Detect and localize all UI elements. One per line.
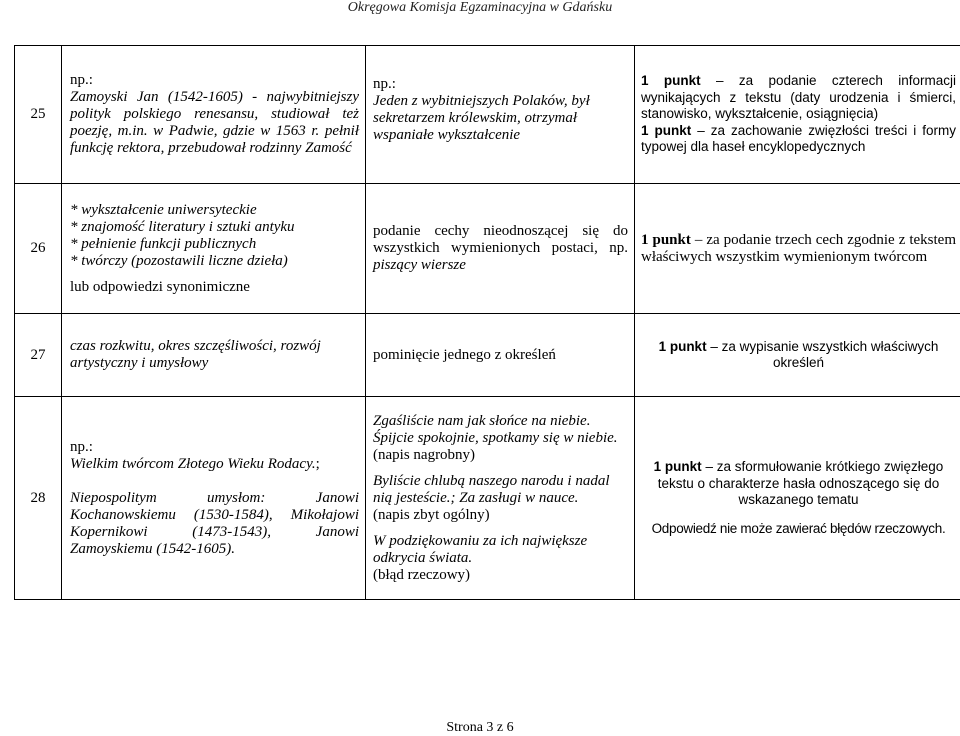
answer-item: * twórczy (pozostawili liczne dzieła) bbox=[70, 252, 288, 269]
notes-example: Byliście chlubą naszego narodu i nadal nią jesteście.; Za zasługi w nauce. bbox=[373, 472, 610, 506]
criterion-item bbox=[641, 459, 956, 509]
criterion-item bbox=[641, 123, 956, 156]
criterion-points: 1 punkt bbox=[653, 459, 702, 474]
answer-alternative: lub odpowiedzi synonimiczne bbox=[70, 278, 250, 295]
criterion-points: 1 punkt bbox=[658, 338, 707, 354]
criteria-cell bbox=[635, 46, 960, 184]
model-answer-text: Wielkim twórcom Złotego Wieku Rodacy. bbox=[70, 455, 316, 472]
criterion-points: 1 punkt bbox=[641, 122, 692, 138]
criterion-text: – za zachowanie zwięzłości treści i formy typowej dla haseł encyklopedycznych bbox=[641, 122, 956, 155]
model-answer-cell bbox=[62, 184, 366, 314]
table-row bbox=[15, 314, 960, 397]
criterion-item bbox=[641, 339, 956, 372]
task-number: 26 bbox=[15, 184, 62, 314]
answer-separator: ; bbox=[315, 455, 320, 472]
example-prefix: np.: bbox=[70, 438, 93, 455]
notes-cell bbox=[366, 397, 635, 600]
notes-tag: (błąd rzeczowy) bbox=[373, 566, 471, 583]
notes-cell bbox=[366, 184, 635, 314]
page-header: Okręgowa Komisja Egzaminacyjna w Gdańsku bbox=[347, 0, 613, 15]
model-answer-cell bbox=[62, 314, 366, 397]
criteria-cell bbox=[635, 314, 960, 397]
task-number: 25 bbox=[15, 46, 62, 184]
criterion-points: 1 punkt bbox=[641, 231, 691, 248]
answer-item: * wykształcenie uniwersyteckie bbox=[70, 201, 257, 218]
notes-cell bbox=[366, 314, 635, 397]
notes-text: podanie cechy nieodnoszącej się do wszystkich wymienionych postaci, np. bbox=[373, 223, 628, 256]
task-number: 27 bbox=[15, 314, 62, 397]
criteria-cell bbox=[635, 184, 960, 314]
notes-text: pominięcie jednego z określeń bbox=[373, 346, 556, 363]
notes-cell bbox=[366, 46, 635, 184]
task-number: 28 bbox=[15, 397, 62, 600]
notes-example: Zgaśliście nam jak słońce na niebie. bbox=[373, 412, 591, 429]
model-answer-text: Niepospolitym umysłom: Janowi Kochanowskiemu (1530-1584), Mikołajowi Kopernikowi (1473-1543), Janowi Zamoyskiemu (1542-1605). bbox=[70, 489, 359, 557]
criterion-text: – za wypisanie wszystkich właściwych określeń bbox=[710, 338, 939, 370]
scoring-table bbox=[14, 45, 960, 600]
criterion-points: 1 punkt bbox=[641, 73, 701, 89]
notes-example: Śpijcie spokojnie, spotkamy się w niebie. bbox=[373, 429, 618, 446]
criterion-item bbox=[641, 73, 956, 123]
answer-item: * pełnienie funkcji publicznych bbox=[70, 235, 257, 252]
criterion-text: – za podanie trzech cech zgodnie z tekstem właściwych wszystkim wymienionym twórcom bbox=[641, 231, 957, 265]
table-row bbox=[15, 46, 960, 184]
notes-example: piszący wiersze bbox=[373, 257, 466, 273]
table-row bbox=[15, 397, 960, 600]
criterion-text: – za sformułowanie krótkiego zwięzłego tekstu o charakterze hasła odnoszącego się do wskazanego tematu bbox=[657, 459, 944, 507]
answer-item: * znajomość literatury i sztuki antyku bbox=[70, 218, 295, 235]
model-answer-text: Zamoyski Jan (1542-1605) - najwybitniejszy polityk polskiego renesansu, studiował też poezję, m.in. w Padwie, gdzie w 1563 r. pełnił funkcję rektora, przebudował rodzinny Zamość bbox=[70, 89, 359, 156]
criteria-cell bbox=[635, 397, 960, 600]
page-number: Strona 3 z 6 bbox=[446, 720, 514, 735]
notes-example: W podziękowaniu za ich największe odkrycia świata. bbox=[373, 532, 588, 566]
example-prefix: np.: bbox=[70, 72, 93, 88]
notes-tag: (napis nagrobny) bbox=[373, 446, 476, 463]
model-answer-text: czas rozkwitu, okres szczęśliwości, rozwój artystyczny i umysłowy bbox=[70, 338, 321, 371]
notes-tag: (napis zbyt ogólny) bbox=[373, 506, 490, 523]
criterion-text: – za podanie czterech informacji wynikających z tekstu (daty urodzenia i śmierci, stanowisko, wykształcenie, osiągnięcia) bbox=[641, 73, 956, 122]
example-prefix: np.: bbox=[373, 75, 396, 92]
table-row bbox=[15, 184, 960, 314]
notes-text: Jeden z wybitniejszych Polaków, był sekretarzem królewskim, otrzymał wspaniałe wykształcenie bbox=[373, 92, 590, 143]
criterion-note: Odpowiedź nie może zawierać błędów rzeczowych. bbox=[651, 520, 946, 536]
model-answer-cell bbox=[62, 46, 366, 184]
model-answer-cell bbox=[62, 397, 366, 600]
criterion-item bbox=[641, 232, 956, 266]
